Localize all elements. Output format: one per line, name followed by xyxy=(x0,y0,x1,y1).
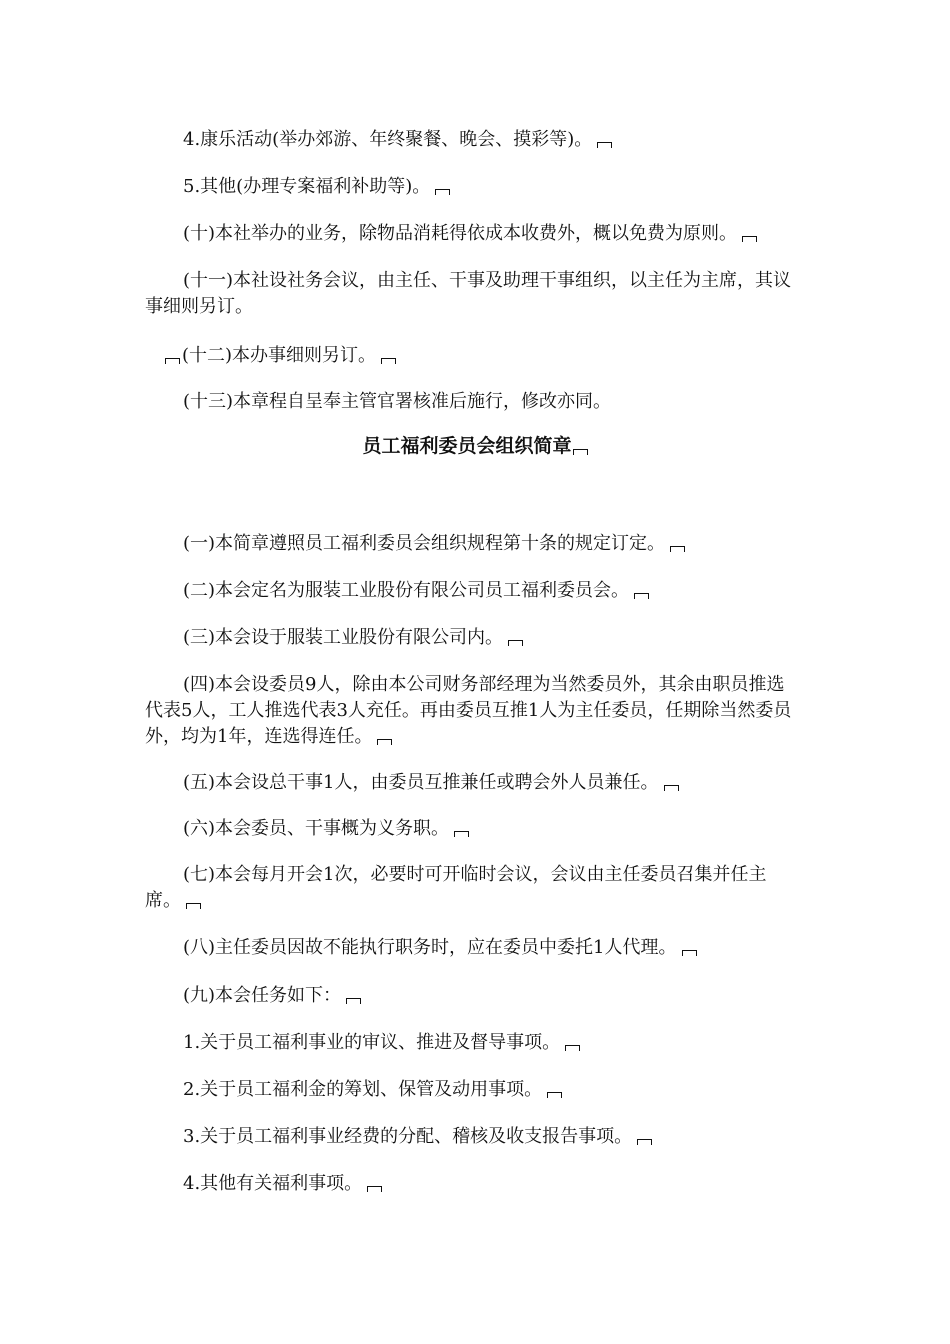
paragraph-mark-icon xyxy=(435,189,450,195)
paragraph-mark-icon xyxy=(165,358,180,364)
paragraph-mark-icon xyxy=(682,950,697,956)
paragraph-mark-icon xyxy=(454,831,469,837)
paragraph: (十三)本章程自呈奉主管官署核准后施行，修改亦同。 xyxy=(183,391,612,412)
paragraph: (十一)本社设社务会议，由主任、干事及助理干事组织，以主任为主席，其议事细则另订。 xyxy=(145,270,792,317)
paragraph: 1.关于员工福利事业的审议、推进及督导事项。 xyxy=(145,1030,800,1056)
paragraph: (九)本会任务如下： xyxy=(145,983,800,1009)
paragraph: (十)本社举办的业务，除物品消耗得依成本收费外，概以免费为原则。 xyxy=(145,221,800,247)
paragraph-mark-icon xyxy=(670,546,685,552)
paragraph-mark-icon xyxy=(508,640,523,646)
paragraph: (七)本会每月开会1次，必要时可开临时会议，会议由主任委员召集并任主席。 xyxy=(145,864,767,911)
paragraph-mark-icon xyxy=(573,449,588,455)
paragraph-mark-icon xyxy=(565,1045,580,1051)
paragraph-mark-icon xyxy=(367,1186,382,1192)
paragraph: (二)本会定名为服装工业股份有限公司员工福利委员会。 xyxy=(145,578,800,604)
page-title: 员工福利委员会组织简章 xyxy=(0,432,950,460)
paragraph-mark-icon xyxy=(547,1092,562,1098)
paragraph-mark-icon xyxy=(186,903,201,909)
paragraph: 5.其他(办理专案福利补助等)。 xyxy=(145,174,800,200)
paragraph: (四)本会设委员9人，除由本公司财务部经理为当然委员外，其余由职员推选代表5人，工人推选代表3人充任。再由委员互推1人为主任委员，任期除当然委员外，均为1年，连选得连任。 xyxy=(145,674,792,747)
paragraph-mark-icon xyxy=(346,998,361,1004)
paragraph-mark-icon xyxy=(377,739,392,745)
paragraph: (一)本简章遵照员工福利委员会组织规程第十条的规定订定。 xyxy=(145,531,800,557)
paragraph: (十二)本办事细则另订。 xyxy=(145,343,800,369)
paragraph: (八)主任委员因故不能执行职务时，应在委员中委托1人代理。 xyxy=(145,935,800,961)
paragraph-mark-icon xyxy=(634,593,649,599)
paragraph: (三)本会设于服装工业股份有限公司内。 xyxy=(145,625,800,651)
paragraph: 4.康乐活动(举办郊游、年终聚餐、晚会、摸彩等)。 xyxy=(145,127,800,153)
paragraph: (五)本会设总干事1人，由委员互推兼任或聘会外人员兼任。 xyxy=(145,770,800,796)
paragraph-mark-icon xyxy=(637,1139,652,1145)
paragraph: 3.关于员工福利事业经费的分配、稽核及收支报告事项。 xyxy=(145,1124,800,1150)
paragraph-mark-icon xyxy=(742,236,757,242)
paragraph-mark-icon xyxy=(381,358,396,364)
paragraph-mark-icon xyxy=(664,785,679,791)
paragraph: 2.关于员工福利金的筹划、保管及动用事项。 xyxy=(145,1077,800,1103)
paragraph-mark-icon xyxy=(597,142,612,148)
paragraph: 4.其他有关福利事项。 xyxy=(145,1171,800,1197)
paragraph: (六)本会委员、干事概为义务职。 xyxy=(145,816,800,842)
